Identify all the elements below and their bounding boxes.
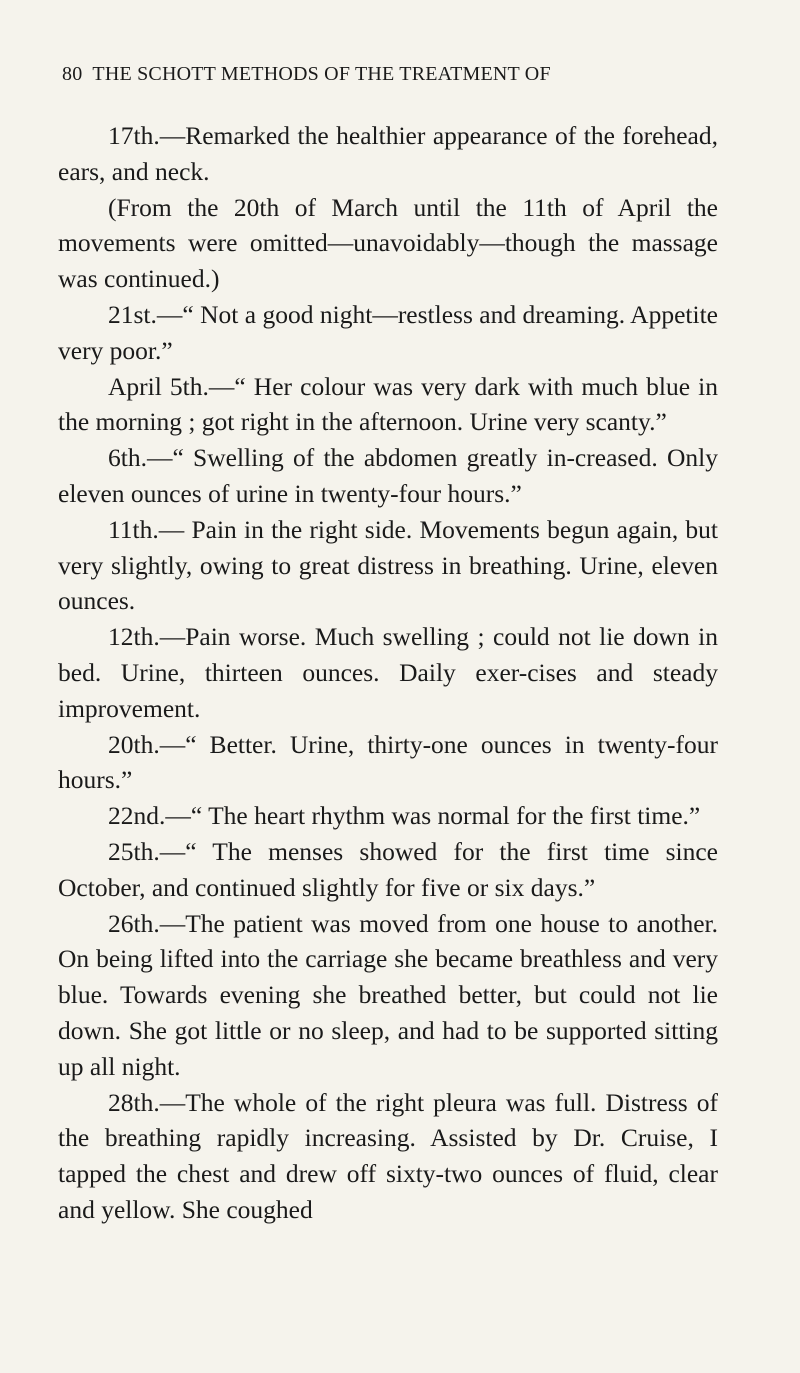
paragraph-6th: 6th.—“ Swelling of the abdomen greatly in-creased. Only eleven ounces of urine in twenty-four hours.” — [58, 443, 718, 508]
paragraph-march-note: (From the 20th of March until the 11th of April the movements were omitted—unavoidably—though the massage was continued.) — [58, 192, 718, 294]
body-text — [58, 118, 718, 1228]
running-title: THE SCHOTT METHODS OF THE TREATMENT OF — [92, 63, 551, 85]
paragraph-26th: 26th.—The patient was moved from one house to another. On being lifted into the carriage she became breathless and very blue. Towards evening she breathed better, but could not lie down. She got little or no sleep, and had to be supported sitting up all night. — [58, 908, 718, 1081]
paragraph-21st: 21st.—“ Not a good night—restless and dreaming. Appetite very poor.” — [58, 299, 718, 365]
paragraph-11th: 11th.— Pain in the right side. Movements begun again, but very slightly, owing to great distress in breathing. Urine, eleven ounces. — [58, 514, 718, 616]
paragraph-25th: 25th.—“ The menses showed for the first time since October, and continued slightly for five or six days.” — [58, 836, 718, 902]
paragraph-28th: 28th.—The whole of the right pleura was full. Distress of the breathing rapidly increasing. Assisted by Dr. Cruise, I tapped the chest and drew off sixty-two ounces of fluid, clear and yellow. She coughed — [58, 1087, 718, 1224]
paragraph-20th: 20th.—“ Better. Urine, thirty-one ounces in twenty-four hours.” — [58, 729, 718, 795]
running-header — [62, 63, 722, 86]
paragraph-april-5th: April 5th.—“ Her colour was very dark with much blue in the morning ; got right in the afternoon. Urine very scanty.” — [58, 371, 718, 437]
paragraph-17th: 17th.—Remarked the healthier appearance of the forehead, ears, and neck. — [58, 121, 718, 186]
paragraph-22nd: 22nd.—“ The heart rhythm was normal for the first time.” — [108, 801, 701, 831]
paragraph-12th: 12th.—Pain worse. Much swelling ; could not lie down in bed. Urine, thirteen ounces. Daily exer-cises and steady improvement. — [58, 622, 718, 723]
page-number: 80 — [62, 63, 83, 85]
